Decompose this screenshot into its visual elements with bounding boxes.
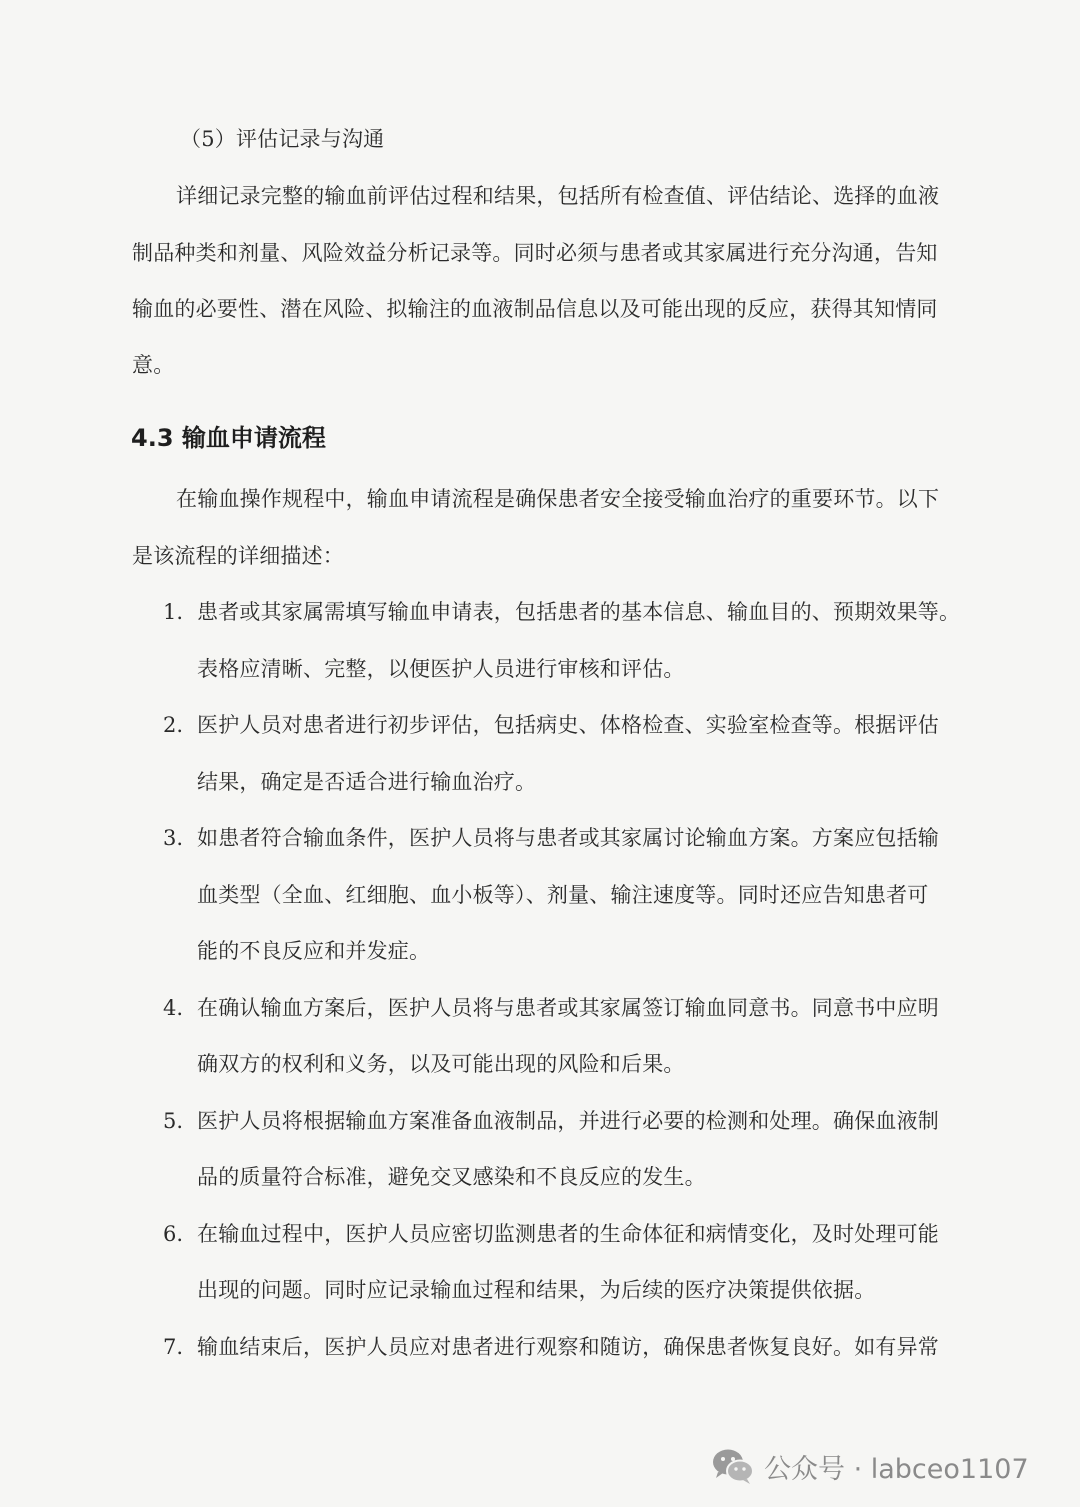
- list-item-line: 输血结束后，医护人员应对患者进行观察和随访，确保患者恢复良好。如有异常: [197, 1335, 939, 1359]
- list-item-line: 医护人员将根据输血方案准备血液制品，并进行必要的检测和处理。确保血液制: [197, 1109, 939, 1133]
- list-item-line: 出现的问题。同时应记录输血过程和结果，为后续的医疗决策提供依据。: [197, 1278, 876, 1302]
- list-item-line: 表格应清晰、完整，以便医护人员进行审核和评估。: [197, 657, 685, 681]
- list-item-line: 患者或其家属需填写输血申请表，包括患者的基本信息、输血目的、预期效果等。: [197, 600, 961, 624]
- list-item-line: 品的质量符合标准，避免交叉感染和不良反应的发生。: [197, 1165, 706, 1189]
- list-item-number: 3.: [163, 826, 184, 850]
- wechat-icon: [710, 1446, 756, 1486]
- section-5-line-2: 制品种类和剂量、风险效益分析记录等。同时必须与患者或其家属进行充分沟通，告知: [132, 241, 938, 265]
- intro-line-2: 是该流程的详细描述：: [132, 544, 344, 568]
- list-item-line: 确双方的权利和义务，以及可能出现的风险和后果。: [197, 1052, 685, 1076]
- list-item-line: 能的不良反应和并发症。: [197, 939, 431, 963]
- list-item-number: 5.: [163, 1109, 184, 1133]
- intro-line-1: 在输血操作规程中，输血申请流程是确保患者安全接受输血治疗的重要环节。以下: [176, 487, 940, 511]
- list-item-line: 如患者符合输血条件，医护人员将与患者或其家属讨论输血方案。方案应包括输: [197, 826, 939, 850]
- list-item-line: 在确认输血方案后，医护人员将与患者或其家属签订输血同意书。同意书中应明: [197, 996, 939, 1020]
- section-5-line-1: 详细记录完整的输血前评估过程和结果，包括所有检查值、评估结论、选择的血液: [176, 184, 940, 208]
- list-item-line: 在输血过程中，医护人员应密切监测患者的生命体征和病情变化，及时处理可能: [197, 1222, 939, 1246]
- section-4-3-heading: 4.3 输血申请流程: [131, 424, 326, 452]
- list-item-line: 结果，确定是否适合进行输血治疗。: [197, 770, 537, 794]
- section-5-line-4: 意。: [132, 353, 175, 377]
- section-5-title: （5）评估记录与沟通: [180, 127, 385, 151]
- list-item-number: 2.: [163, 713, 184, 737]
- list-item-line: 医护人员对患者进行初步评估，包括病史、体格检查、实验室检查等。根据评估: [197, 713, 939, 737]
- watermark: [710, 1444, 1029, 1488]
- list-item-number: 4.: [163, 996, 184, 1020]
- list-item-line: 血类型（全血、红细胞、血小板等）、剂量、输注速度等。同时还应告知患者可: [197, 883, 929, 907]
- list-item-number: 6.: [163, 1222, 184, 1246]
- list-item-number: 7.: [163, 1335, 184, 1359]
- watermark-text: 公众号 · labceo1107: [764, 1453, 1029, 1485]
- section-5-line-3: 输血的必要性、潜在风险、拟输注的血液制品信息以及可能出现的反应，获得其知情同: [132, 297, 938, 321]
- list-item-number: 1.: [163, 600, 184, 624]
